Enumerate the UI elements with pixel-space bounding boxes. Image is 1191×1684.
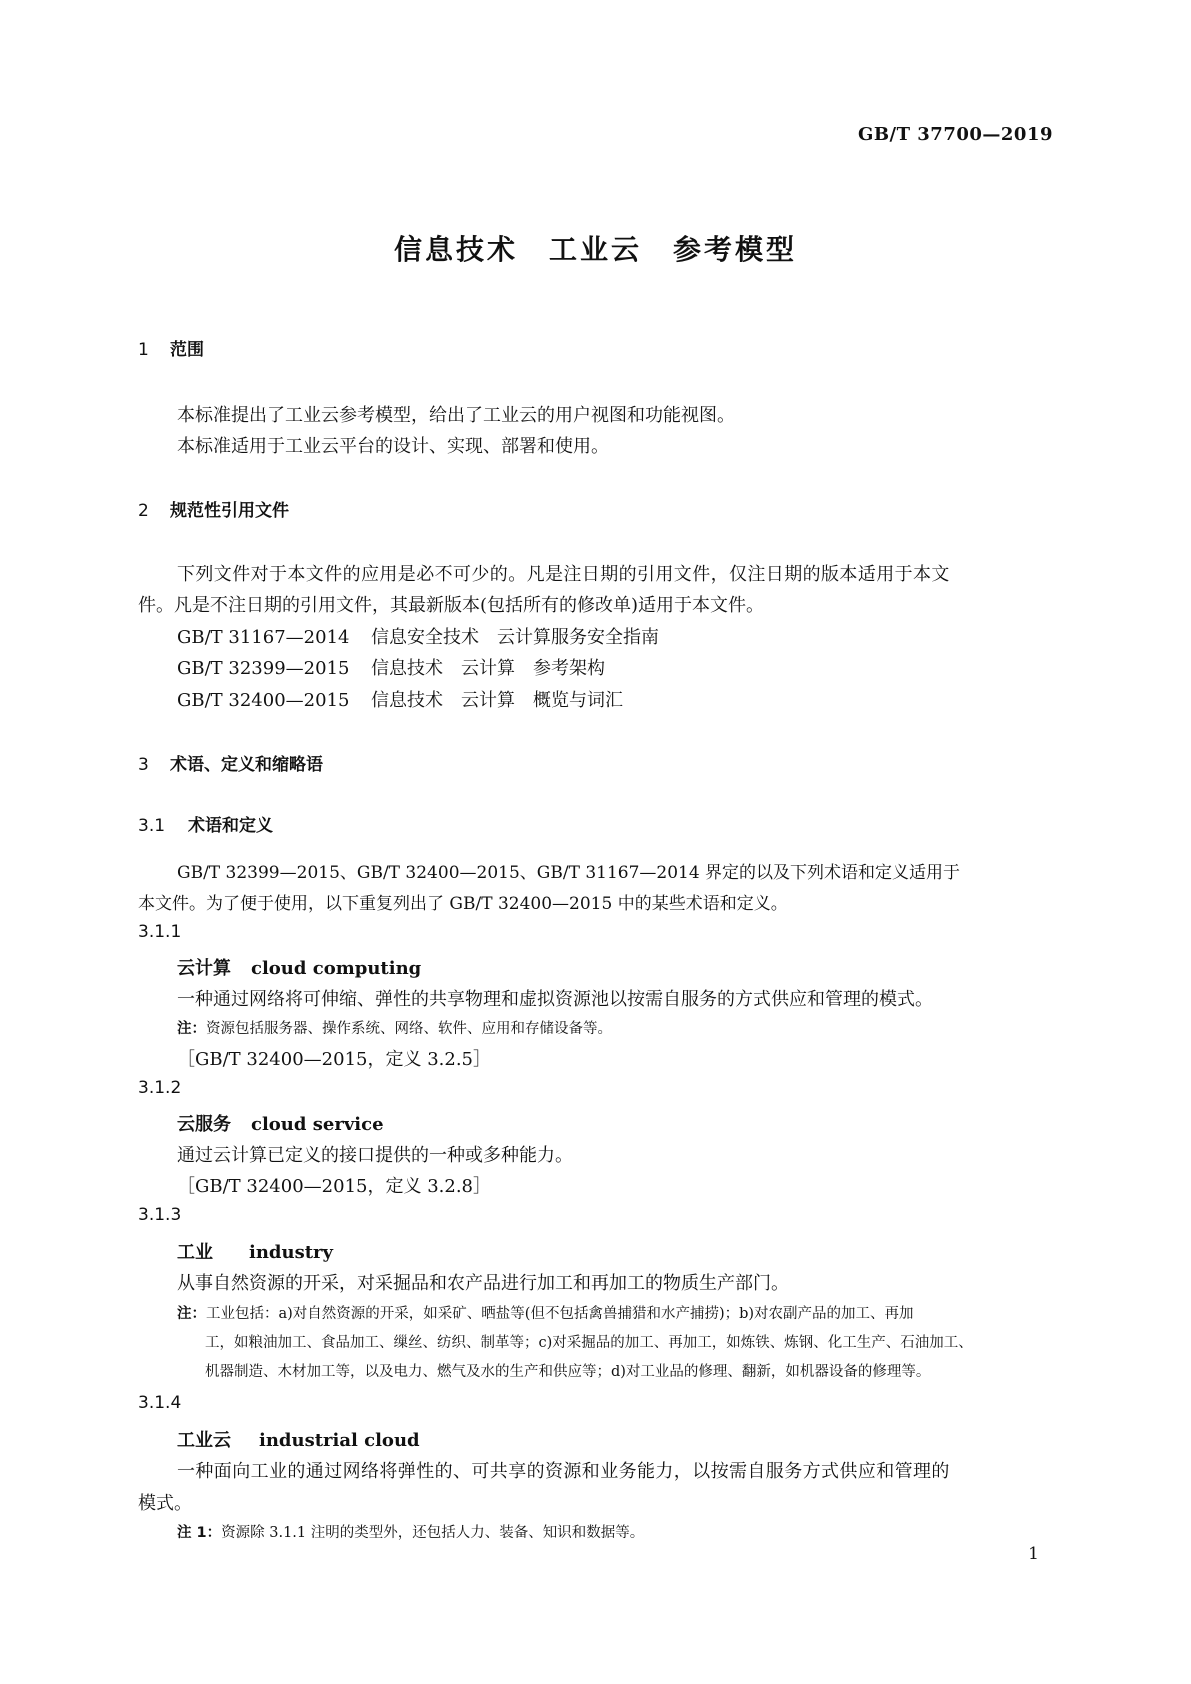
document-title: 信息技术 工业云 参考模型 — [393, 233, 797, 266]
term-english: cloud service — [251, 1114, 384, 1135]
term-source: ［GB/T 32400—2015，定义 3.2.8］ — [177, 1176, 491, 1197]
term-definition: 一种面向工业的通过网络将弹性的、可共享的资源和业务能力，以按需自服务方式供应和管理的 — [177, 1461, 950, 1482]
term-chinese: 云服务 — [177, 1114, 231, 1135]
reference-title: 信息技术 云计算 概览与词汇 — [371, 690, 623, 711]
section-number: 2 — [138, 501, 149, 521]
term-number: 3.1.3 — [138, 1205, 182, 1225]
section-1-heading — [138, 335, 204, 360]
paragraph: GB/T 32399—2015、GB/T 32400—2015、GB/T 31167—2014 界定的以及下列术语和定义适用于 — [177, 863, 961, 883]
note-text: 资源除 3.1.1 注明的类型外，还包括人力、装备、知识和数据等。 — [221, 1525, 645, 1541]
paragraph: 下列文件对于本文件的应用是必不可少的。凡是注日期的引用文件，仅注日期的版本适用于本文 — [177, 564, 950, 585]
term-note — [177, 1302, 914, 1323]
section-title: 术语和定义 — [188, 816, 273, 836]
term-entry — [177, 1110, 384, 1136]
note-text: 工业包括：a)对自然资源的开采，如采矿、晒盐等(但不包括禽兽捕猎和水产捕捞)；b)对农副产品的加工、再加 — [206, 1306, 914, 1322]
subsection-3-1-heading — [138, 811, 273, 836]
reference-title: 信息技术 云计算 参考架构 — [371, 658, 605, 679]
standard-code: GB/T 37700—2019 — [857, 124, 1053, 145]
term-chinese: 云计算 — [177, 958, 231, 979]
reference-code: GB/T 32399—2015 — [177, 658, 350, 679]
reference-code: GB/T 31167—2014 — [177, 627, 350, 648]
note-text: 机器制造、木材加工等，以及电力、燃气及水的生产和供应等；d)对工业品的修理、翻新，如机器设备的修理等。 — [205, 1364, 931, 1380]
note-label: 注 1： — [177, 1525, 222, 1541]
paragraph: 本标准适用于工业云平台的设计、实现、部署和使用。 — [177, 436, 609, 457]
section-title: 术语、定义和缩略语 — [170, 755, 323, 775]
term-definition: 从事自然资源的开采，对采掘品和农产品进行加工和再加工的物质生产部门。 — [177, 1273, 789, 1294]
term-english: cloud computing — [251, 958, 422, 979]
term-definition: 通过云计算已定义的接口提供的一种或多种能力。 — [177, 1145, 573, 1166]
term-note — [177, 1521, 644, 1542]
section-number: 3 — [138, 755, 149, 775]
term-number: 3.1.1 — [138, 922, 182, 942]
section-title: 规范性引用文件 — [170, 501, 289, 521]
paragraph: 本标准提出了工业云参考模型，给出了工业云的用户视图和功能视图。 — [177, 405, 735, 426]
page-number: 1 — [1028, 1544, 1039, 1564]
term-chinese: 工业 — [177, 1242, 213, 1263]
term-note — [177, 1017, 612, 1038]
term-english: industry — [249, 1242, 333, 1263]
normative-reference — [177, 623, 659, 649]
note-text: 工，如粮油加工、食品加工、缫丝、纺织、制革等；c)对采掘品的加工、再加工，如炼铁、炼钢、化工生产、石油加工、 — [205, 1335, 973, 1351]
note-label: 注： — [177, 1021, 206, 1037]
reference-title: 信息安全技术 云计算服务安全指南 — [371, 627, 659, 648]
reference-code: GB/T 32400—2015 — [177, 690, 350, 711]
section-number: 1 — [138, 340, 149, 360]
term-english: industrial cloud — [259, 1430, 420, 1451]
normative-reference — [177, 654, 605, 680]
term-entry — [177, 954, 421, 980]
normative-reference — [177, 686, 623, 712]
term-entry — [177, 1238, 333, 1264]
term-entry — [177, 1426, 420, 1452]
section-title: 范围 — [170, 340, 204, 360]
paragraph: 件。凡是不注日期的引用文件，其最新版本(包括所有的修改单)适用于本文件。 — [138, 595, 765, 616]
section-3-heading — [138, 750, 323, 775]
paragraph: 本文件。为了便于使用，以下重复列出了 GB/T 32400—2015 中的某些术语和定义。 — [138, 894, 788, 914]
section-2-heading — [138, 496, 289, 521]
term-number: 3.1.2 — [138, 1078, 182, 1098]
term-chinese: 工业云 — [177, 1430, 231, 1451]
note-label: 注： — [177, 1306, 206, 1322]
note-text: 资源包括服务器、操作系统、网络、软件、应用和存储设备等。 — [206, 1021, 612, 1037]
term-definition: 模式。 — [138, 1493, 192, 1514]
term-number: 3.1.4 — [138, 1393, 182, 1413]
term-source: ［GB/T 32400—2015，定义 3.2.5］ — [177, 1049, 491, 1070]
term-definition: 一种通过网络将可伸缩、弹性的共享物理和虚拟资源池以按需自服务的方式供应和管理的模式。 — [177, 989, 933, 1010]
section-number: 3.1 — [138, 816, 166, 836]
